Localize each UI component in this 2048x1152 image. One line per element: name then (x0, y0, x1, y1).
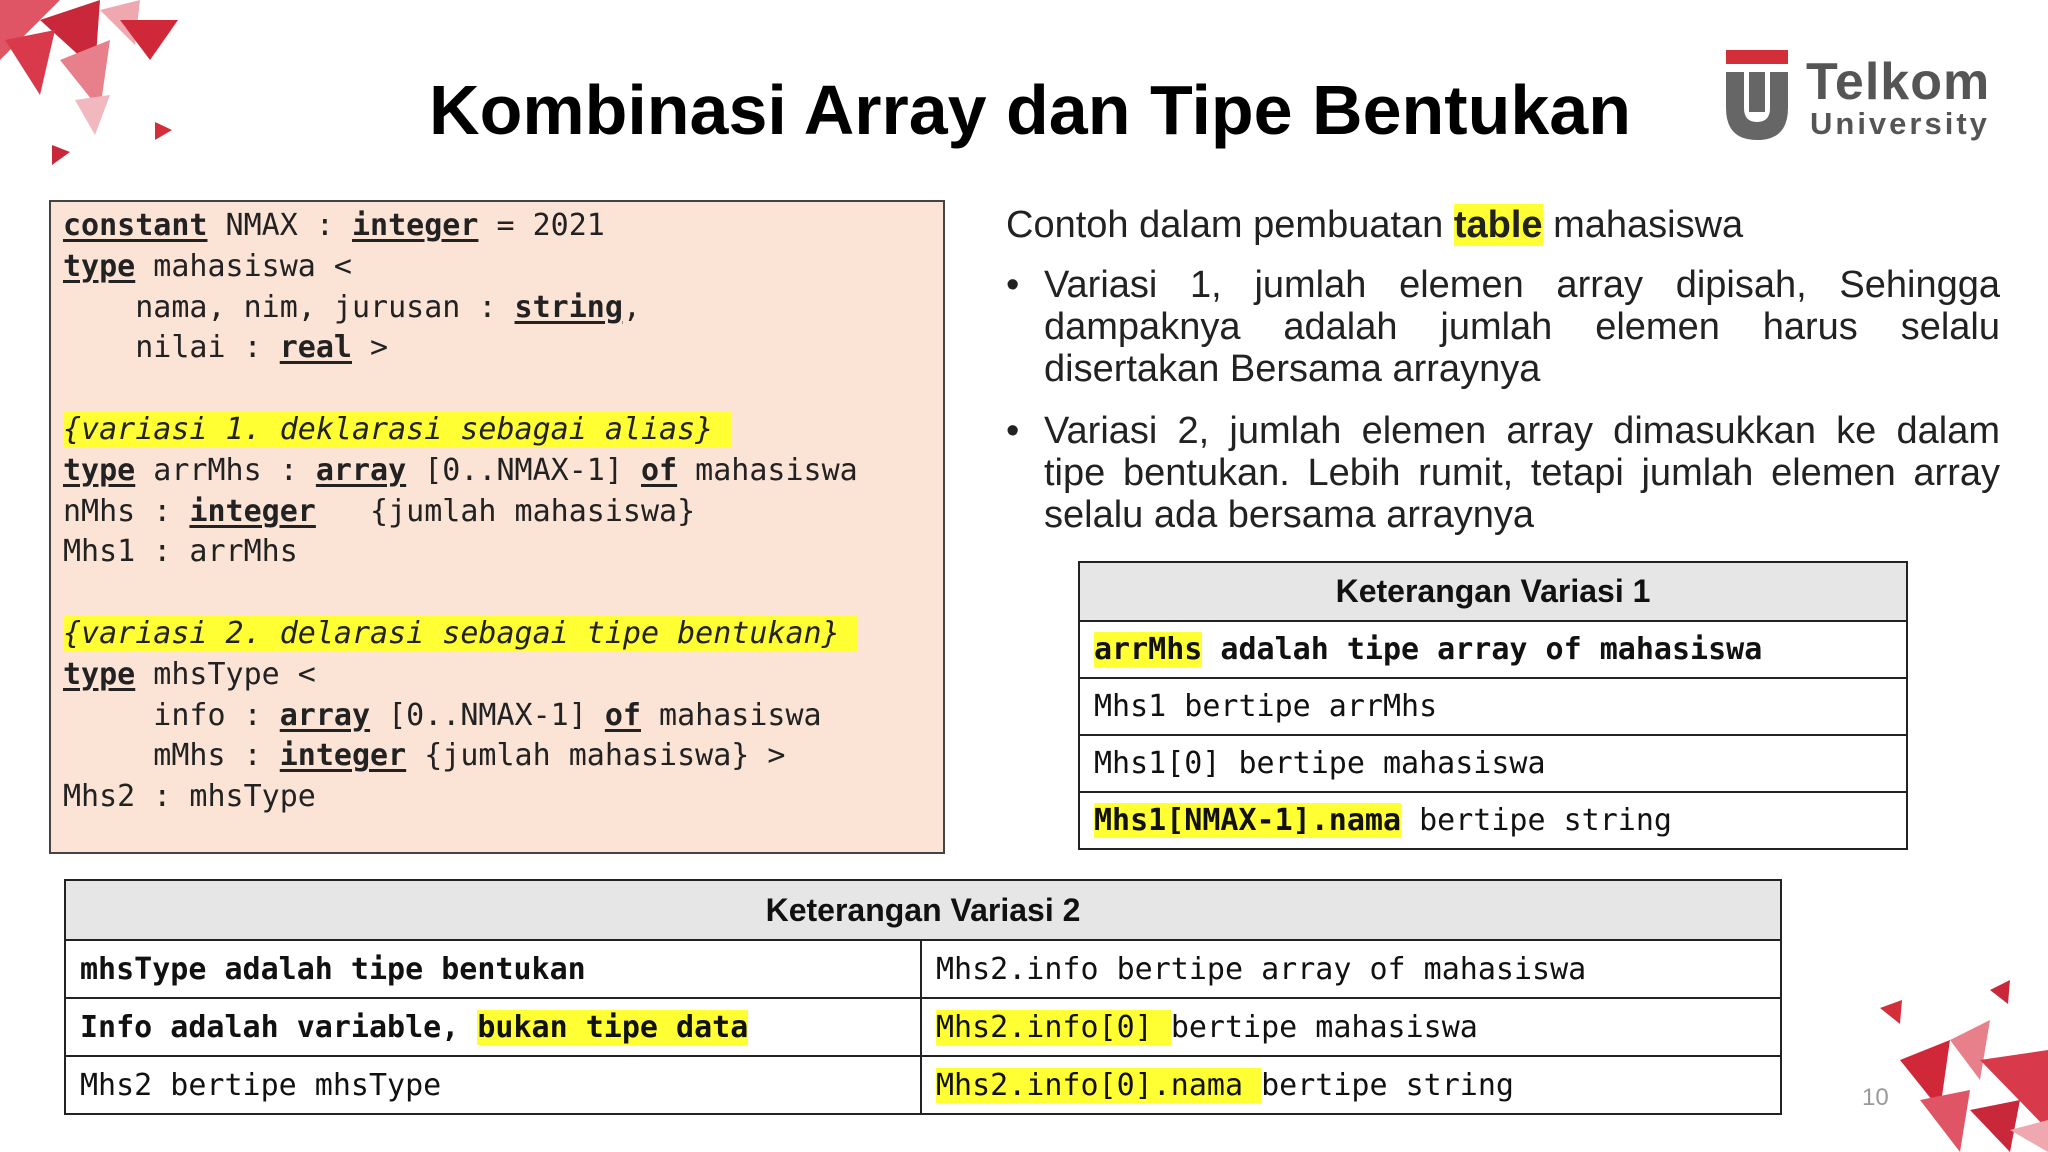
table-cell: Mhs2.info[0].nama bertipe string (921, 1056, 1781, 1114)
code-line: type mhsType < (63, 656, 316, 692)
logo-name: Telkom (1806, 53, 1991, 111)
code-line: nama, nim, jurusan : string, (63, 289, 641, 325)
bullet-marker: • (1006, 410, 1020, 452)
corner-decoration-bottom-right (1860, 980, 2048, 1152)
table-cell: Mhs2.info bertipe array of mahasiswa (921, 940, 1781, 998)
table-row: arrMhs adalah tipe array of mahasiswa (1079, 621, 1907, 678)
bullet-variasi-1: • Variasi 1, jumlah elemen array dipisah, Sehingga dampaknya adalah jumlah elemen harus selalu disertakan Bersama arraynya (1006, 264, 2000, 390)
table-row: Mhs1[NMAX-1].nama bertipe string (1079, 792, 1907, 849)
telkom-logo-icon (1722, 50, 1792, 142)
code-line: constant NMAX : integer = 2021 (63, 208, 605, 243)
code-block (49, 200, 945, 854)
table-row (65, 1056, 1781, 1114)
code-line: {variasi 1. deklarasi sebagai alias} (63, 412, 732, 447)
page-number: 10 (1862, 1084, 1889, 1111)
table-cell: Mhs2.info[0] bertipe mahasiswa (921, 998, 1781, 1056)
description-intro: Contoh dalam pembuatan table mahasiswa (1006, 204, 1744, 246)
code-line: info : array [0..NMAX-1] of mahasiswa (63, 697, 822, 733)
description (1006, 204, 2000, 556)
table-row (65, 940, 1781, 998)
table-keterangan-variasi-2 (64, 879, 1782, 1115)
table-cell: mhsType adalah tipe bentukan (65, 940, 921, 998)
logo-subtitle: University (1810, 106, 1990, 141)
bullet-marker: • (1006, 264, 1020, 306)
table1-header: Keterangan Variasi 1 (1079, 562, 1907, 621)
corner-decoration-top-left (0, 0, 190, 175)
table-cell: Info adalah variable, bukan tipe data (65, 998, 921, 1056)
code-line: nMhs : integer {jumlah mahasiswa} (63, 493, 696, 529)
table-row (65, 998, 1781, 1056)
table-row: Mhs1[0] bertipe mahasiswa (1079, 735, 1907, 792)
code-line: Mhs1 : arrMhs (63, 534, 298, 570)
code-line: mMhs : integer {jumlah mahasiswa} > (63, 738, 786, 774)
table-keterangan-variasi-1 (1078, 561, 1908, 850)
bullet-variasi-2: • Variasi 2, jumlah elemen array dimasukkan ke dalam tipe bentukan. Lebih rumit, tetapi jumlah elemen array selalu ada bersama arraynya (1006, 410, 2000, 536)
page-title: Kombinasi Array dan Tipe Bentukan (429, 71, 1631, 149)
code-line: type mahasiswa < (63, 248, 352, 284)
highlight-table: table (1453, 204, 1543, 246)
code-line: {variasi 2. delarasi sebagai tipe bentukan} (63, 616, 858, 651)
table-row: Mhs1 bertipe arrMhs (1079, 678, 1907, 735)
table2-header: Keterangan Variasi 2 (65, 880, 1781, 940)
code-line: Mhs2 : mhsType (63, 779, 316, 815)
table-cell: Mhs2 bertipe mhsType (65, 1056, 921, 1114)
code-line: nilai : real > (63, 330, 389, 366)
telkom-university-logo (1722, 50, 2002, 150)
code-line: type arrMhs : array [0..NMAX-1] of mahasiswa (63, 452, 858, 488)
